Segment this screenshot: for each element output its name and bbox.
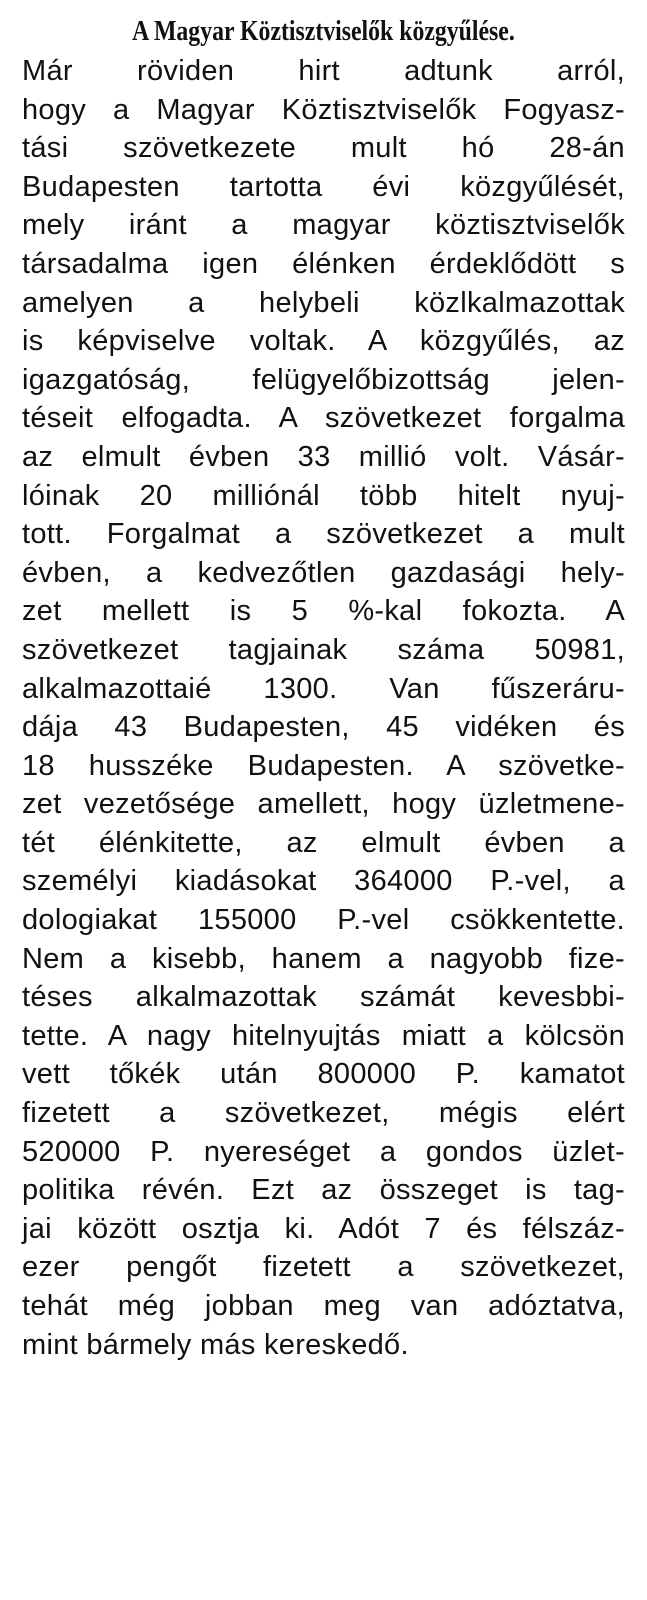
article-line: ezer pengőt fizetett a szövetkezet,	[22, 1251, 625, 1284]
article-line: tási szövetkezete mult hó 28-án	[22, 132, 625, 165]
article-line: 520000 P. nyereséget a gondos üzlet-	[22, 1135, 625, 1168]
article-line: zet vezetősége amellett, hogy üzletmene-	[22, 788, 625, 821]
article-line: 18 husszéke Budapesten. A szövetke-	[22, 749, 625, 782]
article-line: fizetett a szövetkezet, mégis elért	[22, 1097, 625, 1130]
article-line: tette. A nagy hitelnyujtás miatt a kölcsön	[22, 1019, 625, 1052]
article-line: jai között osztja ki. Adót 7 és félszáz-	[22, 1212, 625, 1245]
article-line: szövetkezet tagjainak száma 50981,	[22, 633, 625, 666]
article-line: tehát még jobban meg van adóztatva,	[22, 1290, 625, 1322]
article-line: amelyen a helybeli közlkalmazottak	[22, 286, 625, 319]
article-line: zet mellett is 5 %-kal fokozta. A	[22, 595, 625, 628]
article-line: személyi kiadásokat 364000 P.-vel, a	[22, 865, 625, 898]
article-line: tott. Forgalmat a szövetkezet a mult	[22, 518, 625, 551]
article-line: is képviselve voltak. A közgyűlés, az	[22, 325, 625, 358]
article-line: alkalmazottaié 1300. Van fűszeráru-	[22, 672, 625, 705]
newspaper-article	[22, 14, 625, 1364]
article-line: dája 43 Budapesten, 45 vidéken és	[22, 711, 625, 744]
article-line: évben, a kedvezőtlen gazdasági hely-	[22, 556, 625, 589]
article-line: politika révén. Ezt az összeget is tag-	[22, 1174, 625, 1207]
article-line: dologiakat 155000 P.-vel csökkentette.	[22, 904, 625, 937]
article-line: Budapesten tartotta évi közgyűlését,	[22, 170, 625, 203]
article-line: az elmult évben 33 millió volt. Vásár-	[22, 440, 625, 473]
article-line: Már röviden hirt adtunk arról,	[22, 55, 625, 87]
article-line: tét élénkitette, az elmult évben a	[22, 826, 625, 859]
article-line: vett tőkék után 800000 P. kamatot	[22, 1058, 625, 1091]
article-line: téseit elfogadta. A szövetkezet forgalma	[22, 402, 625, 435]
article-line: társadalma igen élénken érdeklődött s	[22, 247, 625, 280]
article-headline: A Magyar Köztisztviselők közgyűlése.	[132, 15, 515, 47]
article-line: mely iránt a magyar köztisztviselők	[22, 209, 625, 242]
article-line: hogy a Magyar Köztisztviselők Fogyasz-	[22, 93, 625, 126]
article-line: téses alkalmazottak számát kevesbbi-	[22, 981, 625, 1014]
article-line: lóinak 20 milliónál több hitelt nyuj-	[22, 479, 625, 512]
article-line: igazgatóság, felügyelőbizottság jelen-	[22, 363, 625, 396]
article-line: mint bármely más kereskedő.	[22, 1328, 409, 1361]
article-body	[22, 52, 625, 1364]
article-line: Nem a kisebb, hanem a nagyobb fize-	[22, 942, 625, 975]
